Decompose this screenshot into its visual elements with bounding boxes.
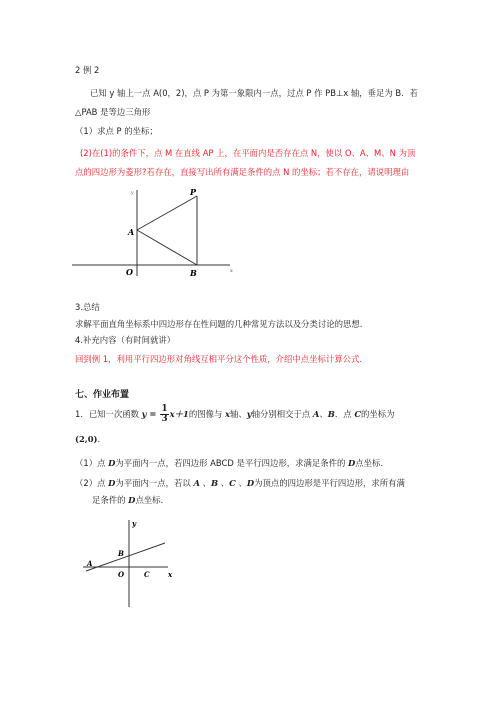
figure-2-coordinate-diagram bbox=[80, 515, 180, 610]
q2-line2-prefix: 足条件的 bbox=[92, 495, 129, 505]
fig2-label-C: C bbox=[144, 570, 150, 579]
q2-end: 为顶点的四边形是平行四边形，求所有满 bbox=[254, 478, 405, 488]
q2-sep1: 、 bbox=[199, 478, 211, 488]
fraction-denominator: 3 bbox=[161, 414, 168, 424]
segment-AP bbox=[137, 196, 197, 230]
sep1: 、 bbox=[319, 409, 328, 419]
item-end: 的坐标为 bbox=[360, 409, 395, 419]
q1-point-D2: D bbox=[348, 458, 356, 468]
point-B: B bbox=[327, 409, 335, 419]
segment-AB bbox=[137, 230, 197, 265]
fig2-label-A: A bbox=[87, 559, 93, 568]
q2-mid: 为平面内一点，若以 bbox=[115, 478, 194, 488]
coordinate-line bbox=[75, 433, 100, 445]
supplement-red-text: 回到例 1，利用平行四边形对角线互相平分这个性质，介绍中点坐标计算公式. bbox=[75, 354, 363, 364]
summary-text: 求解平面直角坐标系中四边形存在性问题的几种常见方法以及分类讨论的思想. bbox=[75, 319, 363, 329]
q2-point-D: D bbox=[108, 478, 116, 488]
q1-mid: 为平面内一点，若四边形 ABCD 是平行四边形，求满足条件的 bbox=[115, 458, 348, 468]
homework-heading: 七、作业布置 bbox=[75, 390, 130, 400]
q2-point-B: B bbox=[210, 478, 219, 488]
supplement-heading: 4.补充内容（有时间就讲） bbox=[75, 335, 176, 345]
q1-end: 点坐标. bbox=[355, 458, 384, 468]
fraction-numerator: 1 bbox=[161, 404, 168, 414]
q2-prefix: （2）点 bbox=[75, 478, 109, 488]
item-mid2: 轴、 bbox=[230, 409, 247, 419]
homework-item-1 bbox=[75, 404, 394, 424]
q1-prefix: （1）点 bbox=[75, 458, 109, 468]
label-A: A bbox=[128, 227, 135, 237]
item-mid3: 轴分别相交于点 bbox=[251, 409, 313, 419]
q2-point-C: C bbox=[229, 478, 236, 488]
func-y: y bbox=[141, 409, 147, 419]
point-C: C bbox=[354, 409, 361, 419]
question-2-line-2: 点的四边形为菱形?若存在，直接写出所有满足条件的点 N 的坐标；若不存在，请说明理由 bbox=[75, 167, 410, 177]
func-eq: = bbox=[146, 409, 160, 419]
question-2-line-1: (2)在(1)的条件下，点 M 在直线 AP 上，在平面内是否存在点 N，使以 O、A、M、N 为顶 bbox=[80, 148, 416, 158]
summary-heading: 3.总结 bbox=[75, 302, 100, 312]
fraction-one-third bbox=[160, 405, 168, 424]
coordinate-value: (2,0) bbox=[75, 434, 98, 444]
axis-y: y bbox=[246, 409, 252, 419]
q2-point-A: A bbox=[193, 478, 200, 488]
item-prefix: 1．已知一次函数 bbox=[75, 409, 142, 419]
example-heading: 2 例 2 bbox=[75, 65, 100, 75]
label-O: O bbox=[126, 267, 133, 277]
fig2-label-B: B bbox=[118, 549, 124, 558]
coordinate-end: . bbox=[97, 434, 101, 444]
question-1: （1）求点 P 的坐标； bbox=[75, 126, 158, 136]
problem-line-2: △PAB 是等边三角形 bbox=[75, 107, 151, 117]
fig2-label-y: y bbox=[132, 519, 137, 528]
q2-point-D2: D bbox=[246, 478, 255, 488]
q2-sep2: 、 bbox=[218, 478, 230, 488]
axis-x: x bbox=[225, 409, 230, 419]
q2-line2-end: 点坐标. bbox=[135, 495, 164, 505]
label-y: y bbox=[131, 190, 134, 196]
figure-1-coordinate-diagram bbox=[70, 184, 250, 284]
homework-question-2-line-2 bbox=[92, 494, 163, 506]
fig2-label-O: O bbox=[118, 570, 125, 579]
q1-point-D: D bbox=[108, 458, 116, 468]
label-x: x bbox=[230, 268, 233, 274]
fig2-label-x: x bbox=[168, 570, 173, 579]
q2-line2-point-D: D bbox=[128, 495, 136, 505]
homework-question-2-line-1 bbox=[75, 477, 405, 489]
point-A: A bbox=[312, 409, 320, 419]
q2-sep3: 、 bbox=[235, 478, 247, 488]
label-B: B bbox=[190, 268, 197, 278]
item-mid: 的图像与 bbox=[188, 409, 225, 419]
item-mid4: ．点 bbox=[334, 409, 355, 419]
homework-question-1 bbox=[75, 457, 383, 469]
label-P: P bbox=[190, 187, 197, 197]
func-rest: x＋1 bbox=[169, 409, 189, 419]
problem-line-1: 已知 y 轴上一点 A(0，2)，点 P 为第一象限内一点，过点 P 作 PB⊥x 轴，垂足为 B．若 bbox=[90, 88, 418, 98]
